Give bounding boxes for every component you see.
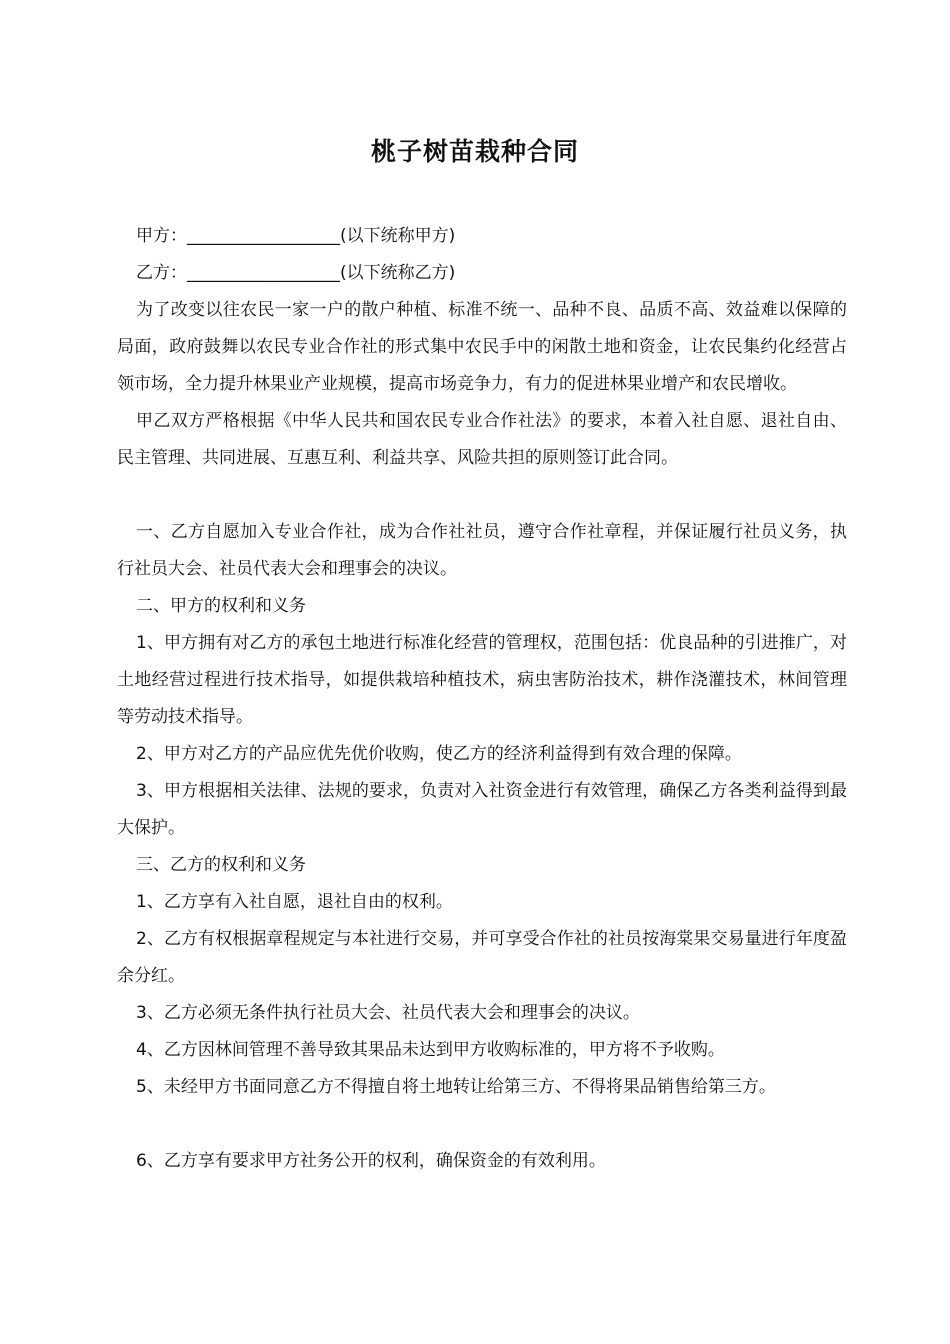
document-body bbox=[117, 218, 847, 1180]
party-a-line: 甲方：__________________(以下统称甲方) bbox=[136, 226, 456, 246]
party-b-line: 乙方：__________________(以下统称乙方) bbox=[136, 263, 456, 283]
intro-paragraph-1: 为了改变以往农民一家一户的散户种植、标准不统一、品种不良、品质不高、效益难以保障的局面，政府鼓舞以农民专业合作社的形式集中农民手中的闲散土地和资金，让农民集约化经营占领市场，全力提升林果业产业规模，提高市场竞争力，有力的促进林果业增产和农民增收。 bbox=[117, 300, 847, 394]
section-3-heading: 三、乙方的权利和义务 bbox=[136, 855, 306, 875]
section-2-item-1: 1、甲方拥有对乙方的承包土地进行标准化经营的管理权，范围包括：优良品种的引进推广，对土地经营过程进行技术指导，如提供栽培种植技术，病虫害防治技术，耕作浇灌技术，林间管理等劳动技术指导。 bbox=[117, 633, 847, 727]
blank-line bbox=[117, 477, 847, 514]
section-3-item-4: 4、乙方因林间管理不善导致其果品未达到甲方收购标准的，甲方将不予收购。 bbox=[136, 1040, 725, 1060]
section-3-item-2: 2、乙方有权根据章程规定与本社进行交易，并可享受合作社的社员按海棠果交易量进行年度盈余分红。 bbox=[117, 929, 847, 986]
clause-1: 一、乙方自愿加入专业合作社，成为合作社社员，遵守合作社章程，并保证履行社员义务，执行社员大会、社员代表大会和理事会的决议。 bbox=[117, 522, 847, 579]
section-3-item-3: 3、乙方必须无条件执行社员大会、社员代表大会和理事会的决议。 bbox=[136, 1003, 640, 1023]
document-title: 桃子树苗栽种合同 bbox=[370, 137, 579, 166]
section-2-item-2: 2、甲方对乙方的产品应优先优价收购，使乙方的经济利益得到有效合理的保障。 bbox=[136, 744, 742, 764]
blank-line bbox=[117, 1106, 847, 1143]
section-3-item-6: 6、乙方享有要求甲方社务公开的权利，确保资金的有效利用。 bbox=[136, 1151, 606, 1171]
section-2-heading: 二、甲方的权利和义务 bbox=[136, 596, 306, 616]
intro-paragraph-2: 甲乙双方严格根据《中华人民共和国农民专业合作社法》的要求，本着入社自愿、退社自由、民主管理、共同进展、互惠互利、利益共享、风险共担的原则签订此合同。 bbox=[117, 411, 847, 468]
section-3-item-1: 1、乙方享有入社自愿，退社自由的权利。 bbox=[136, 892, 453, 912]
section-3-item-5: 5、未经甲方书面同意乙方不得擅自将土地转让给第三方、不得将果品销售给第三方。 bbox=[136, 1077, 776, 1097]
section-2-item-3: 3、甲方根据相关法律、法规的要求，负责对入社资金进行有效管理，确保乙方各类利益得到最大保护。 bbox=[117, 781, 847, 838]
